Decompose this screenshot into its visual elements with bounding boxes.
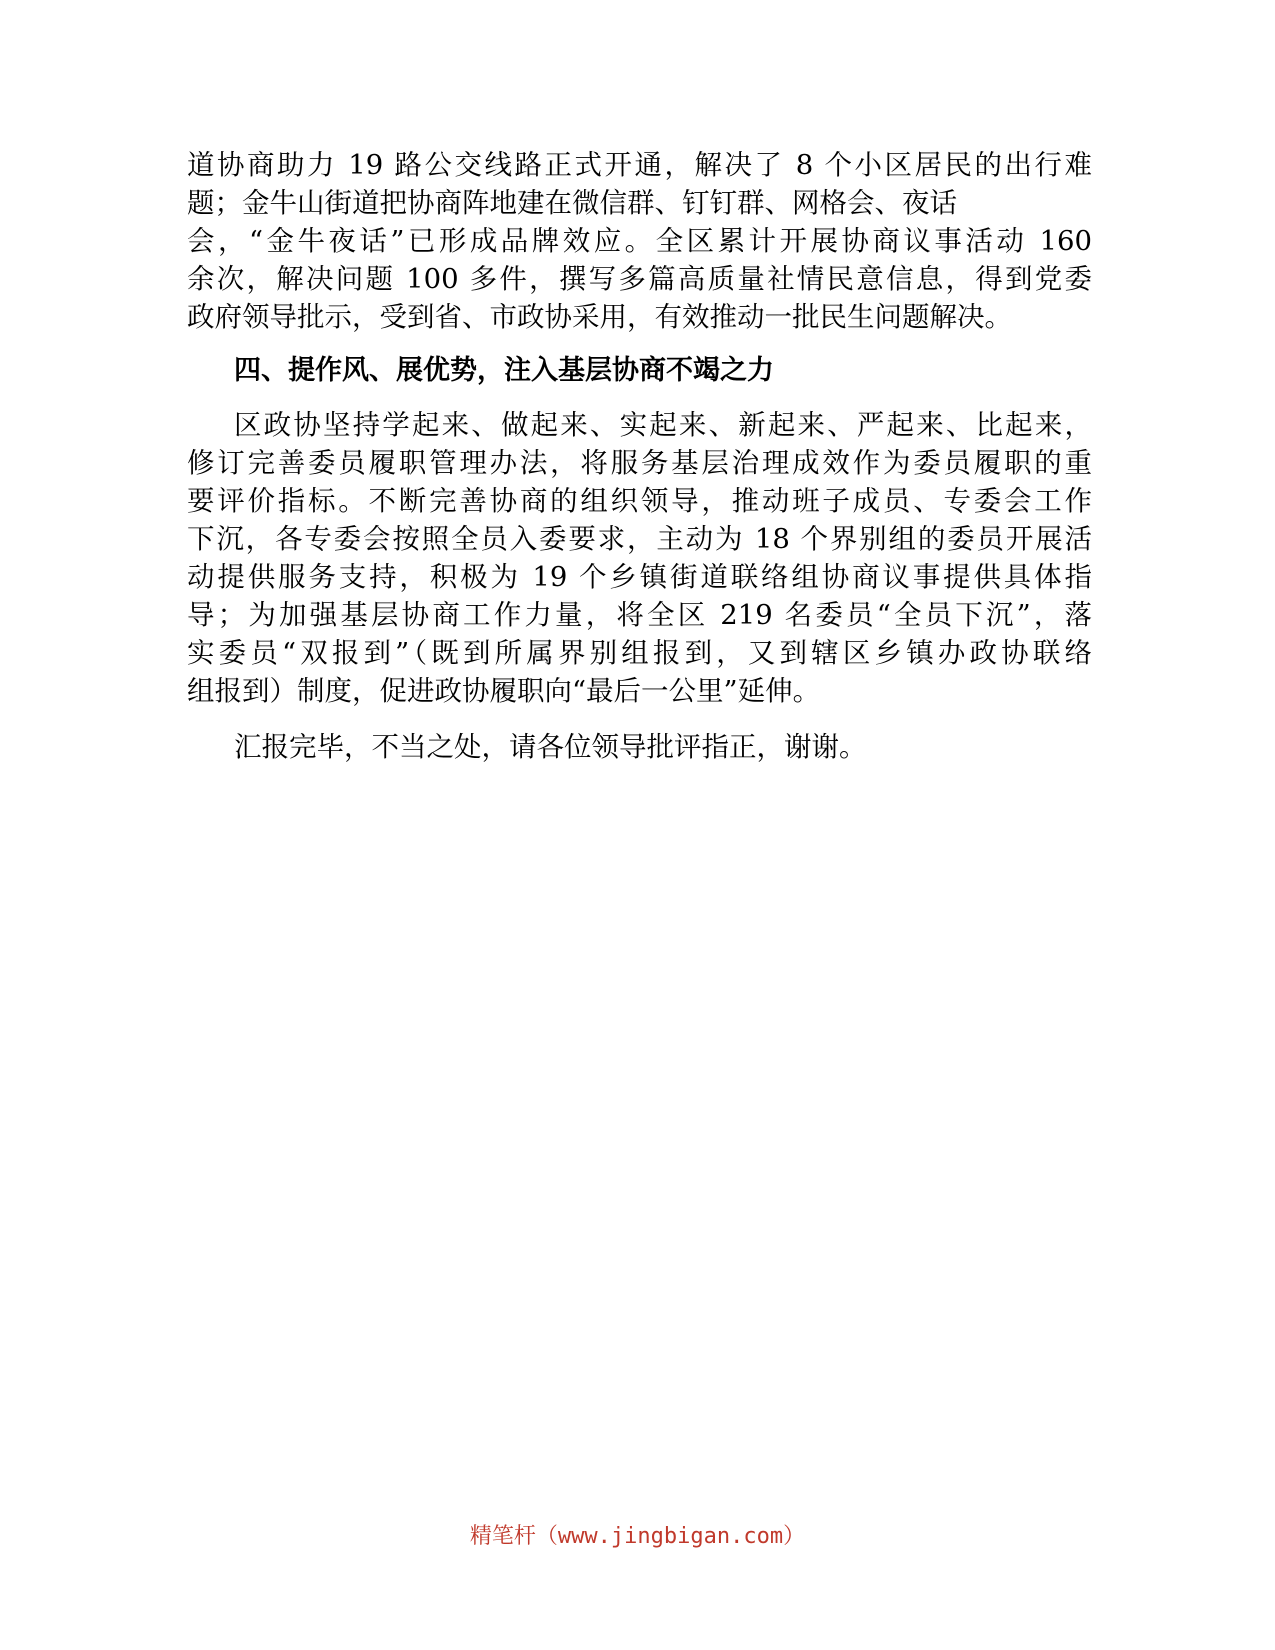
text-line: 导；为加强基层协商工作力量，将全区 219 名委员“全员下沉”，落 <box>187 599 1092 631</box>
paragraph-1 <box>187 146 1092 336</box>
closing-paragraph: 汇报完毕，不当之处，请各位领导批评指正，谢谢。 <box>234 731 867 763</box>
section-heading-4: 四、提作风、展优势，注入基层协商不竭之力 <box>234 355 774 386</box>
text-line: 动提供服务支持，积极为 19 个乡镇街道联络组协商议事提供具体指 <box>187 561 1092 593</box>
text-line: 会，“金牛夜话”已形成品牌效应。全区累计开展协商议事活动 160 <box>187 225 1092 257</box>
text-line: 道协商助力 19 路公交线路正式开通，解决了 8 个小区居民的出行难 <box>187 149 1092 181</box>
document-body <box>187 146 1092 766</box>
text-line: 下沉，各专委会按照全员入委要求，主动为 18 个界别组的委员开展活 <box>187 523 1092 555</box>
text-line: 实委员“双报到”（既到所属界别组报到，又到辖区乡镇办政协联络 <box>187 637 1092 669</box>
footer-watermark: 精笔杆（www.jingbigan.com） <box>469 1524 806 1549</box>
text-line: 修订完善委员履职管理办法，将服务基层治理成效作为委员履职的重 <box>187 447 1092 479</box>
text-line: 题；金牛山街道把协商阵地建在微信群、钉钉群、网格会、夜话 <box>187 187 957 219</box>
text-line: 余次，解决问题 100 多件，撰写多篇高质量社情民意信息，得到党委 <box>187 263 1092 295</box>
text-line: 要评价指标。不断完善协商的组织领导，推动班子成员、专委会工作 <box>187 485 1092 517</box>
text-line: 组报到）制度，促进政协履职向“最后一公里”延伸。 <box>187 675 821 707</box>
paragraph-2 <box>187 406 1092 710</box>
text-line: 区政协坚持学起来、做起来、实起来、新起来、严起来、比起来， <box>234 409 1092 441</box>
text-line: 政府领导批示，受到省、市政协采用，有效推动一批民生问题解决。 <box>187 301 1012 333</box>
